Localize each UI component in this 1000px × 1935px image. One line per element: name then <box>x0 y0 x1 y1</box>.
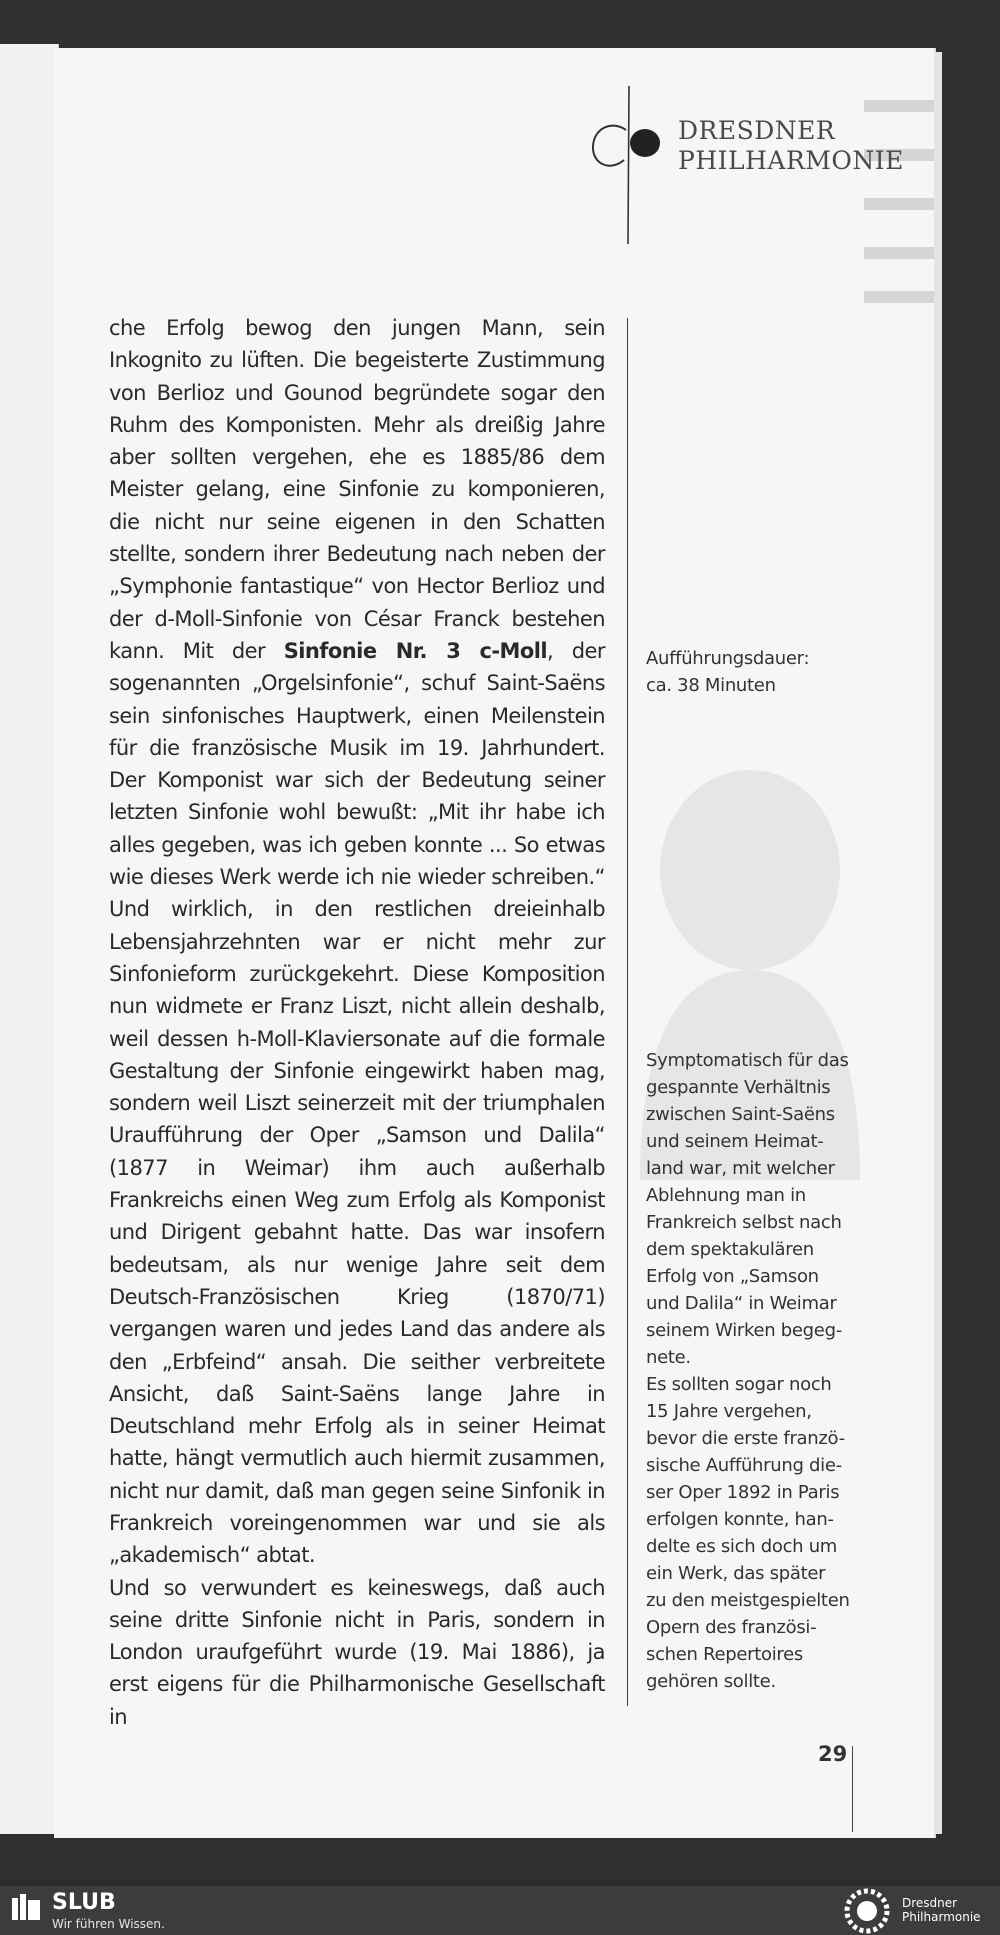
library-slogan: Wir führen Wissen. <box>52 1917 165 1931</box>
body-text: che Erfolg bewog den jungen Mann, sein Inkognito zu lüften. Die begeisterte Zustimmung von Berlioz und Gounod begründete sogar den Ruhm des Komponisten. Mehr als dreißig Jahre aber sollten vergehen, ehe es 1885/86 dem Meister gelang, eine Sinfonie zu komponieren, die nicht nur seine eigenen in den Schatten stellte, sondern ihrer Bedeutung nach neben der „Symphonie fantastique“ von Hector Berlioz und der d-Moll-Sinfonie von César Franck bestehen kann. Mit der <box>109 316 605 663</box>
philharmonie-logo-icon[interactable] <box>842 1888 892 1934</box>
orchestra-name-line-1: DRESDNER <box>678 116 836 145</box>
page-number: 29 <box>818 1742 848 1766</box>
sidebar-note-1: Symptomatisch für das gespannte Verhältnis zwischen Saint-Saëns und seinem Heimat- land war, mit welcher Ablehnung man in Frankreich selbst nach dem spektakulären Erfolg von „Samson und Dalila“ in Weimar seinem Wirken begeg- nete. <box>646 1050 849 1368</box>
partner-name-line-1: Dresdner <box>902 1896 958 1910</box>
library-name[interactable]: SLUB <box>52 1890 116 1915</box>
duration-text: Aufführungsdauer: ca. 38 Minuten <box>646 648 810 696</box>
work-title: Sinfonie Nr. 3 c-Moll <box>283 638 548 663</box>
main-text-column <box>109 312 605 1733</box>
column-divider <box>627 318 628 1706</box>
sidebar-note <box>646 1047 886 1695</box>
orchestra-logo <box>588 86 904 246</box>
page-number-rule <box>852 1746 853 1832</box>
body-text: , der sogenannten „Orgelsinfonie“, schuf Saint-Saëns sein sinfonisches Hauptwerk, einen Meilenstein für die französische Musik im 19. Jahrhundert. Der Komponist war sich der Bedeutung seiner letzten Sinfonie wohl bewußt: „Mit ihr habe ich alles gegeben, was ich geben konnte ... So etwas wie dieses Werk werde ich nie wieder schreiben.“ Und wirklich, in den restlichen dreieinhalb Lebensjahrzehnten war er nicht mehr zur Sinfonieform zurückgekehrt. Diese Komposition nun widmete er Franz Liszt, nicht allein deshalb, weil dessen h-Moll-Klaviersonate auf die formale Gestaltung der Sinfonie eingewirkt haben mag, sondern weil Liszt seinerzeit mit der triumphalen Uraufführung der Oper „Samson und Dalila“ (1877 in Weimar) ihm auch außerhalb Frankreichs einen Weg zum Erfolg als Komponist und Dirigent gebahnt hatte. Das war insofern bedeutsam, als nur wenige Jahre seit dem Deutsch-Französischen Krieg (1870/71) vergangen waren und jedes Land das andere als den „Erbfeind“ ansah. Die seither verbreitete Ansicht, daß Saint-Saëns lange Jahre in Deutschland mehr Erfolg als in seiner Heimat hatte, hängt vermutlich auch hiermit zusammen, nicht nur damit, daß man gegen seine Sinfonik in Frankreich voreingenommen war und sie als „akademisch“ abtat. <box>109 638 605 1568</box>
paragraph-1 <box>109 312 605 1572</box>
partner-name-line-2: Philharmonie <box>902 1910 981 1924</box>
page-edge-mark <box>864 291 934 303</box>
paragraph-2: Und so verwundert es keineswegs, daß auch seine dritte Sinfonie nicht in Paris, sondern in London uraufgeführt wurde (19. Mai 1886), ja erst eigens für die Philharmonische Gesellschaft in <box>109 1575 605 1729</box>
orchestra-name-line-2: PHILHARMONIE <box>678 146 904 175</box>
slub-logo-icon <box>12 1894 40 1920</box>
partner-name[interactable] <box>902 1896 981 1924</box>
sidebar-duration-note <box>646 645 886 699</box>
viewer-footer <box>0 1886 1000 1935</box>
page-edge-mark <box>864 247 934 259</box>
page-edge <box>934 52 942 1834</box>
facing-page-edge <box>0 44 59 1834</box>
dp-logo-icon <box>588 86 668 246</box>
sidebar-note-2: Es sollten sogar noch 15 Jahre vergehen, bevor die erste franzö- sische Aufführung die- ser Oper 1892 in Paris erfolgen konnte, han- delte es sich doch um ein Werk, das später zu den meistgespielten Opern des französi- schen Repertoires gehören sollte. <box>646 1374 850 1692</box>
